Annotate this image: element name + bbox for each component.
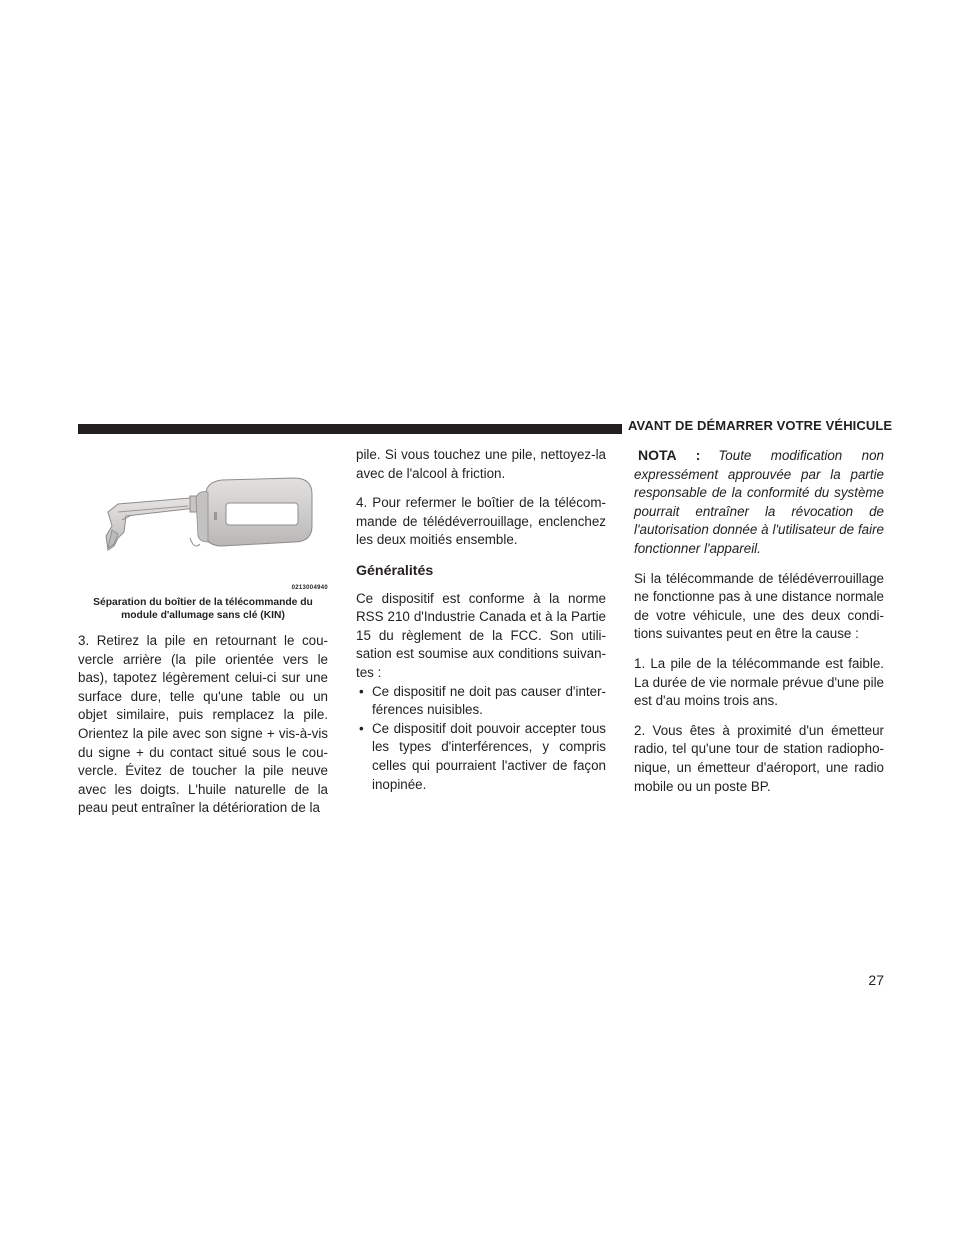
page-number: 27 [868,972,884,988]
caption-line-1: Séparation du boîtier de la télécommande du [93,597,313,608]
key-fob-figure [78,446,328,591]
fob-body [190,478,312,546]
note-label: NOTA : [638,447,701,463]
list-item: • Ce dispositif doit pouvoir accepter tous les types d'interférences, y compris celles qui pourraient l'activer de façon inopinée. [359,720,606,792]
column-left [78,446,328,829]
cause-item-2: 2. Vous êtes à proximité d'un émetteur radio, tel qu'une tour de station radiophonique, un émetteur d'aéroport, une radio mobile ou un poste BP. [634,722,884,794]
caption-line-2: module d'allumage sans clé (KIN) [121,610,285,621]
range-paragraph: Si la télécommande de télédéverrouillage ne fonctionne pas à une distance normale de votre véhicule, une des deux conditions suivantes peut en être la cause : [634,570,884,642]
step-3-continued: pile. Si vous touchez une pile, nettoyez-la avec de l'alcool à friction. [356,447,606,481]
bullet-icon: • [359,720,364,736]
step-3-paragraph: 3. Retirez la pile en retournant le couvercle arrière (la pile orientée vers le bas), tapotez légèrement celui-ci sur une surface dure, telle qu'une table ou un objet similaire, puis remplacez la pile. Orientez la pile avec son signe + vis-à-vis du signe + du contact situé sous le couvercle. Évitez de toucher la pile neuve avec les doigts. L'huile naturelle de la peau peut entraîner la détérioration de la [78,633,328,816]
figure-code: 0213004940 [291,585,328,591]
figure-caption [78,596,328,622]
key-fob-illustration [78,446,328,588]
mechanical-key-blade [106,496,210,550]
column-middle [356,446,606,794]
list-item: • Ce dispositif ne doit pas causer d'interférences nuisibles. [359,683,606,718]
note-block [634,446,884,559]
note-text: Toute modification non expressément approuvée par la partie responsable de la conformité du système pourrait entraîner la révocation de l'autorisation donnée à l'utilisateur de faire fonctionner l'appareil. [634,448,885,556]
header-rule [78,424,622,434]
bullet-icon: • [359,683,364,699]
step-4-paragraph: 4. Pour refermer le boîtier de la télécommande de télédéverrouillage, enclenchez les deux moitiés ensemble. [356,495,606,548]
column-right [634,446,884,807]
section-heading-general: Généralités [356,562,434,579]
general-paragraph: Ce dispositif est conforme à la norme RSS 210 d'Industrie Canada et à la Partie 15 du règlement de la FCC. Son utilisation est soumise aux conditions suivantes : [356,590,606,680]
section-title: AVANT DE DÉMARRER VOTRE VÉHICULE [628,418,893,433]
conditions-list [356,683,606,795]
cause-item-1: 1. La pile de la télécommande est faible. La durée de vie normale prévue d'une pile est d'au moins trois ans. [634,655,884,709]
